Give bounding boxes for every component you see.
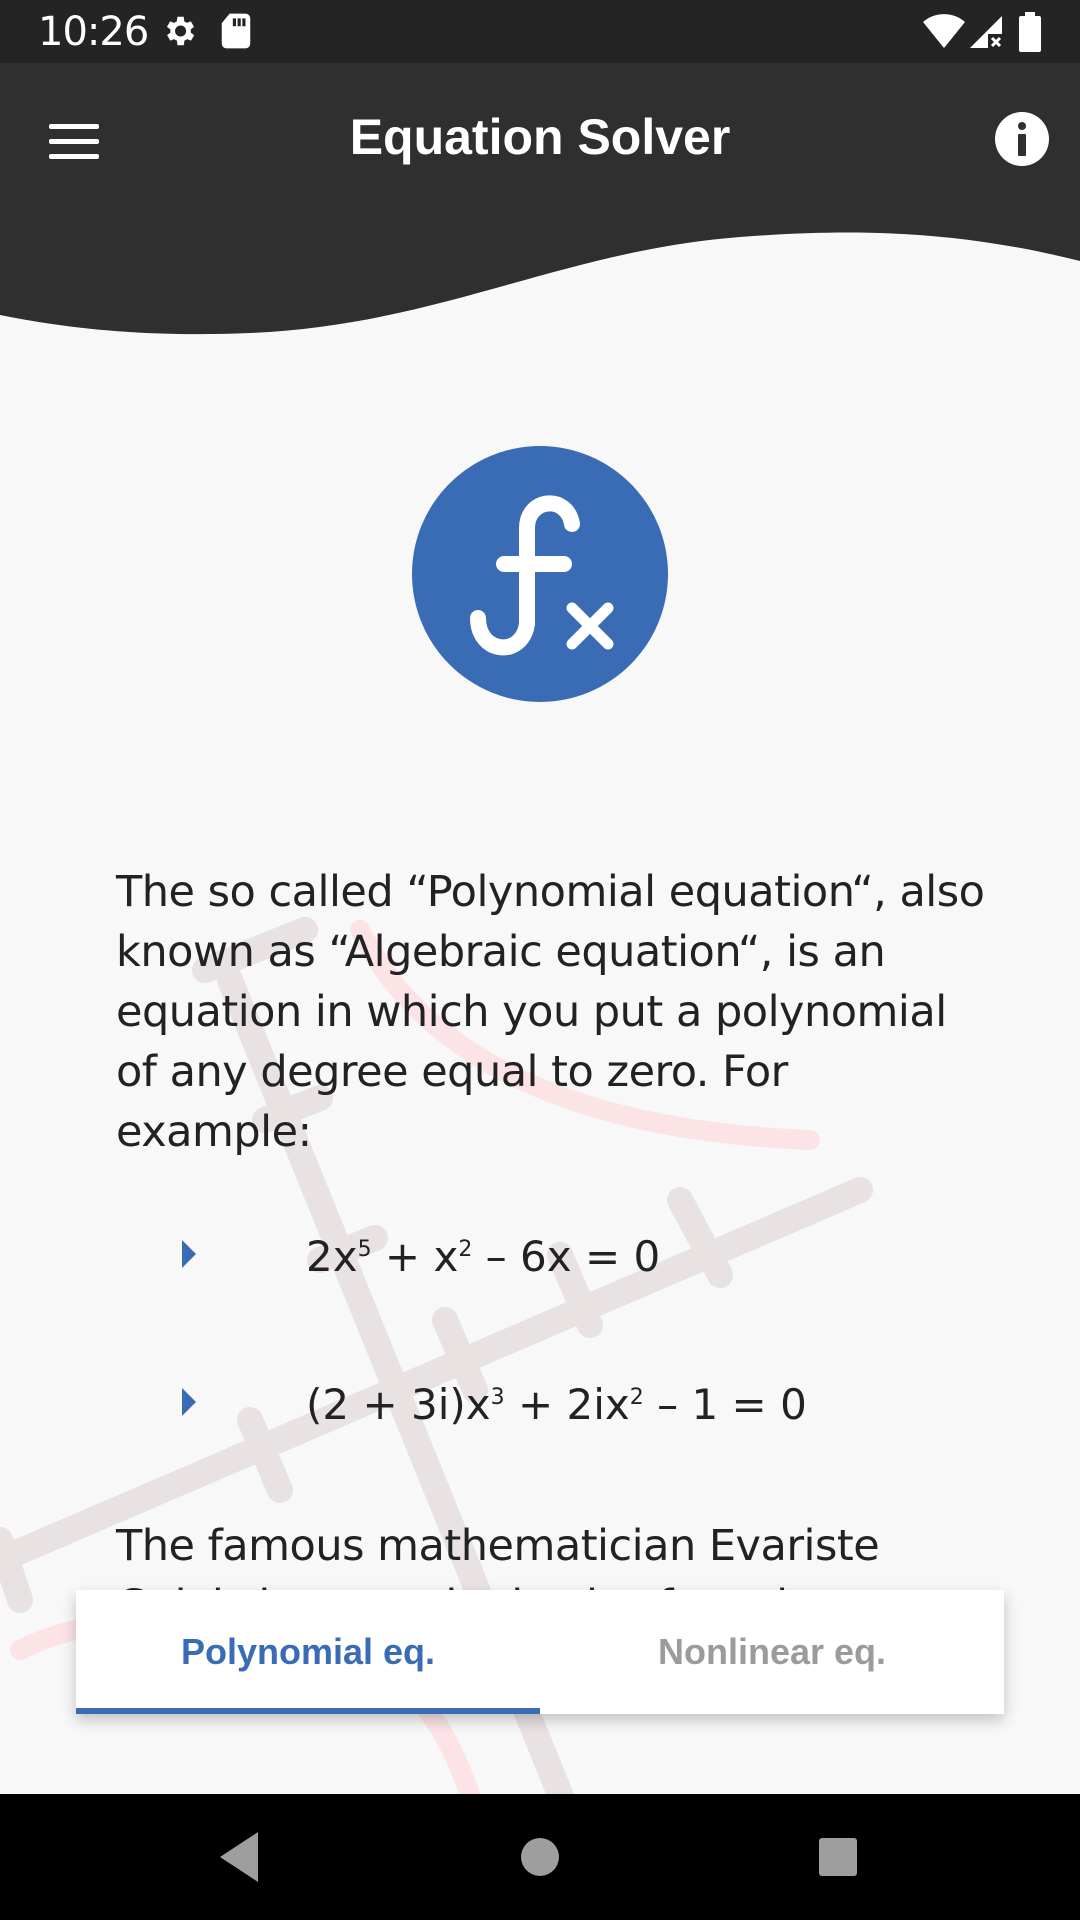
sd-card-icon — [220, 12, 252, 50]
info-button[interactable] — [992, 109, 1052, 169]
back-icon[interactable] — [200, 1794, 280, 1920]
status-time: 10:26 — [38, 9, 149, 55]
galois-paragraph: The famous mathematician Evariste — [116, 1521, 880, 1571]
equation-text: $2x^5 + x^2 - 6x = 0$ — [306, 1232, 661, 1281]
bottom-tabs — [76, 1590, 1004, 1714]
info-icon — [992, 109, 1052, 169]
recents-icon[interactable] — [798, 1794, 878, 1920]
app-title: Equation Solver — [349, 109, 731, 165]
function-fx-icon — [412, 446, 668, 702]
tab-polynomial[interactable]: Polynomial eq. — [180, 1631, 436, 1672]
equation-text: $(2 + 3i)x^3 + 2ix^2 - 1 = 0$ — [306, 1380, 807, 1429]
app-logo — [412, 446, 668, 702]
list-item — [116, 1368, 996, 1516]
app-bar-wave — [0, 63, 1080, 343]
example-equations-list — [116, 1220, 996, 1516]
battery-icon — [1018, 12, 1042, 52]
navigation-bar — [0, 1794, 1080, 1920]
tab-nonlinear[interactable]: Nonlinear eq. — [657, 1631, 887, 1672]
gear-icon — [160, 12, 198, 50]
cell-signal-icon — [968, 12, 1004, 50]
wifi-icon — [922, 12, 966, 50]
app-bar — [0, 63, 1080, 343]
intro-paragraph: The so called “Polynomial equation“, also known as “Algebraic equation“, is an equation in which you put a polynomial of any degree equal to zero. For example: — [116, 867, 985, 1157]
content-area[interactable] — [116, 862, 996, 1572]
home-icon[interactable] — [500, 1794, 580, 1920]
bullet-triangle-icon — [182, 1240, 196, 1268]
status-bar — [0, 0, 1080, 63]
tab-indicator — [76, 1708, 540, 1714]
list-item — [116, 1220, 996, 1368]
bullet-triangle-icon — [182, 1388, 196, 1416]
